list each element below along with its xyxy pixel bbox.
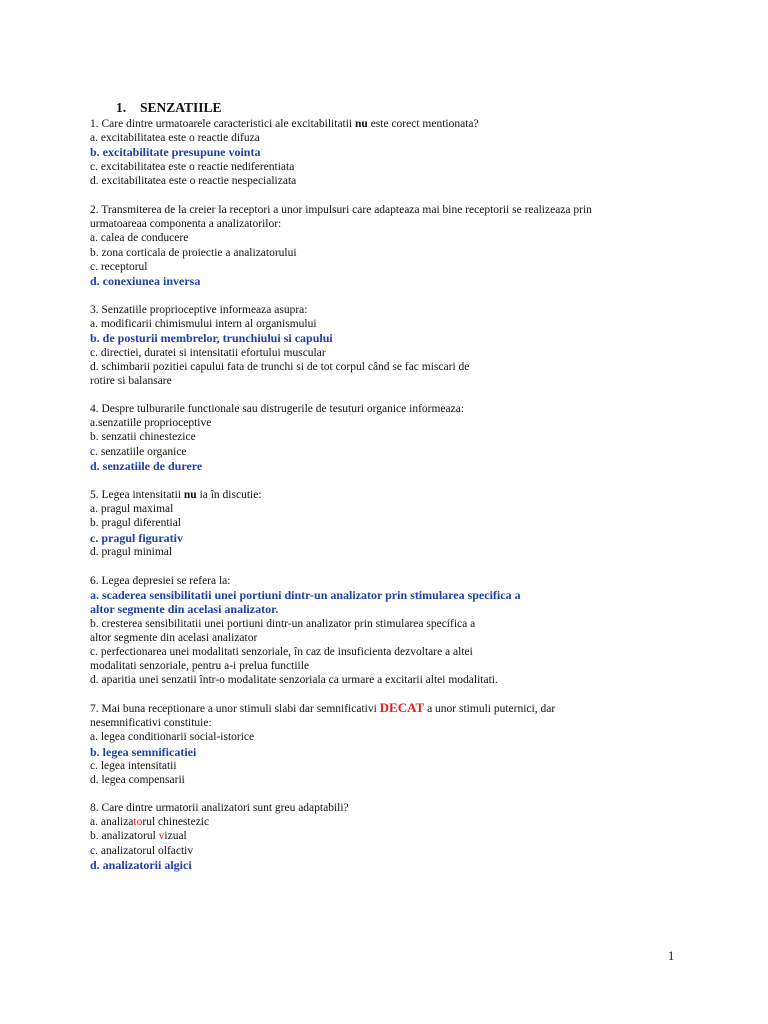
question-stem: 8. Care dintre urmatorii analizatori sunt greu adaptabili? bbox=[90, 802, 349, 814]
option-d: d. schimbarii pozitiei capului fata de trunchi si de tot corpul când se fac miscari de bbox=[90, 360, 470, 373]
correct-option-a-cont: altor segmente din acelasi analizator. bbox=[90, 602, 279, 617]
correct-option-b: b. excitabilitate presupune vointa bbox=[90, 145, 261, 160]
option-d: d. pragul minimal bbox=[90, 545, 173, 558]
section-number: 1. bbox=[116, 100, 127, 115]
section-title: SENZATIILE bbox=[140, 100, 222, 115]
option-d-cont: rotire si balansare bbox=[90, 375, 172, 388]
option-b: b. analizatorul vizual bbox=[90, 830, 187, 843]
option-a: a. legea conditionarii social-istorice bbox=[90, 731, 255, 744]
question-4 bbox=[90, 402, 690, 473]
option-d: d. aparitia unei senzatii într-o modalitate senzoriala ca urmare a excitarii altei modalitati. bbox=[90, 674, 498, 687]
correct-option-b: b. de posturii membrelor, trunchiului si capului bbox=[90, 331, 333, 346]
option-c: c. perfectionarea unei modalitati senzoriale, în caz de insuficienta dezvoltare a altei bbox=[90, 646, 473, 659]
question-stem-cont: urmatoareaa componenta a analizatorilor: bbox=[90, 218, 282, 231]
option-c: c. directiei, duratei si intensitatii efortului muscular bbox=[90, 346, 326, 359]
correct-option-d: d. senzatiile de durere bbox=[90, 458, 203, 473]
option-c: c. senzatiile organice bbox=[90, 445, 187, 458]
option-a: a. excitabilitatea este o reactie difuza bbox=[90, 132, 260, 145]
question-2 bbox=[90, 203, 690, 288]
option-d: d. legea compensarii bbox=[90, 774, 185, 787]
question-stem: 5. Legea intensitatii nu ia în discutie: bbox=[90, 489, 262, 501]
question-3 bbox=[90, 303, 690, 388]
section-heading bbox=[116, 100, 222, 116]
option-a: a. analizatorul chinestezic bbox=[90, 816, 210, 829]
option-b-cont: altor segmente din acelasi analizator bbox=[90, 631, 258, 644]
question-8 bbox=[90, 801, 690, 872]
question-1 bbox=[90, 117, 690, 188]
option-a: a. calea de conducere bbox=[90, 232, 189, 245]
option-b: b. pragul diferential bbox=[90, 517, 182, 530]
correct-option-c: c. pragul figurativ bbox=[90, 530, 183, 545]
question-stem: 7. Mai buna receptionare a unor stimuli slabi dar semnificativi DECAT a unor stimuli puternici, dar bbox=[90, 700, 556, 715]
option-c: c. legea intensitatii bbox=[90, 759, 177, 772]
option-b: b. cresterea sensibilitatii unei portiuni dintr-un analizator prin stimularea specifica a bbox=[90, 617, 476, 630]
question-stem-cont: nesemnificativi constituie: bbox=[90, 717, 212, 730]
option-a: a.senzatiile proprioceptive bbox=[90, 417, 212, 430]
question-stem: 3. Senzatiile proprioceptive informeaza asupra: bbox=[90, 304, 308, 316]
option-c-cont: modalitati senzoriale, pentru a-i prelua functiile bbox=[90, 660, 310, 673]
question-7 bbox=[90, 701, 690, 787]
option-c: c. receptorul bbox=[90, 260, 148, 273]
correct-option-d: d. analizatorii algici bbox=[90, 857, 192, 872]
option-a: a. modificarii chimismului intern al organismului bbox=[90, 318, 317, 331]
correct-option-d: d. conexiunea inversa bbox=[90, 274, 201, 289]
option-b: b. senzatii chinestezice bbox=[90, 431, 196, 444]
option-b: b. zona corticala de proiectie a analizatorului bbox=[90, 246, 297, 259]
option-c: c. excitabilitatea este o reactie nediferentiata bbox=[90, 160, 295, 173]
correct-option-b: b. legea semnificatiei bbox=[90, 744, 197, 759]
option-c: c. analizatorul olfactiv bbox=[90, 844, 194, 857]
question-6 bbox=[90, 574, 690, 688]
option-d: d. excitabilitatea este o reactie nespecializata bbox=[90, 174, 297, 187]
option-a: a. pragul maximal bbox=[90, 503, 174, 516]
question-stem: 1. Care dintre urmatoarele caracteristici ale excitabilitatii nu este corect mentionata? bbox=[90, 118, 479, 130]
question-stem: 6. Legea depresiei se refera la: bbox=[90, 575, 231, 587]
question-stem: 2. Transmiterea de la creier la receptori a unor impulsuri care adapteaza mai bine receptorii se realizeaza prin bbox=[90, 204, 592, 216]
page-number: 1 bbox=[668, 949, 675, 963]
decat-emphasis: DECAT bbox=[379, 700, 425, 715]
correct-option-a: a. scaderea sensibilitatii unei portiuni dintr-un analizator prin stimularea specifica a bbox=[90, 588, 521, 603]
question-5 bbox=[90, 488, 690, 559]
question-stem: 4. Despre tulburarile functionale sau distrugerile de tesuturi organice informeaza: bbox=[90, 403, 465, 415]
